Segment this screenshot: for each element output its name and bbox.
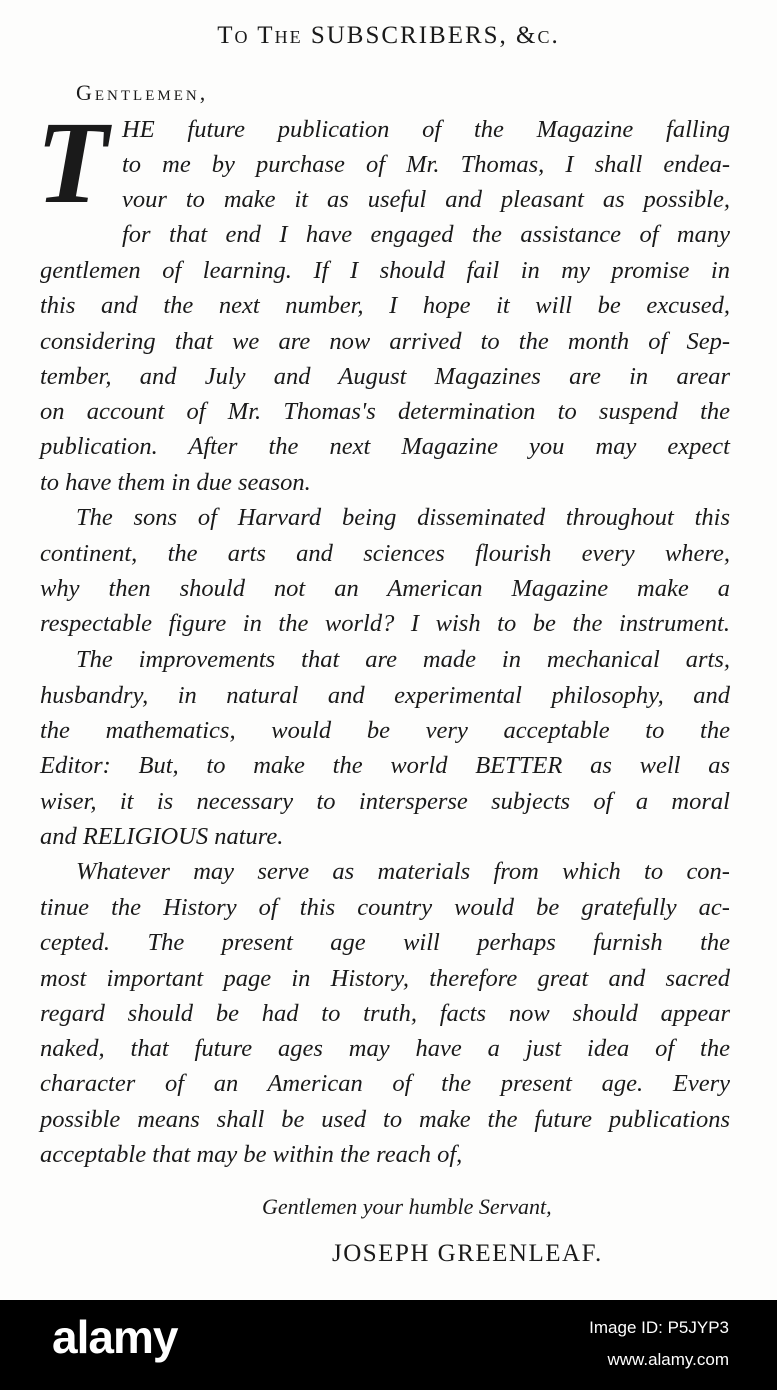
body-line: Editor: But, to make the world BETTER as well as: [40, 752, 730, 779]
body-line: this and the next number, I hope it will be excused,: [40, 292, 731, 319]
page-heading: To The SUBSCRIBERS, &c.: [217, 22, 560, 49]
body-line: continent, the arts and sciences flourish every where,: [40, 540, 731, 567]
body-line: husbandry, in natural and experimental philosophy, and: [40, 682, 730, 709]
body-line: most important page in History, therefore great and sacred: [40, 965, 730, 992]
body-line: possible means shall be used to make the future publications: [40, 1106, 730, 1133]
body-line: character of an American of the present age. Every: [40, 1070, 730, 1097]
body-line: The improvements that are made in mechanical arts,: [76, 646, 730, 673]
body-line: tember, and July and August Magazines are in arear: [40, 363, 730, 390]
body-line: considering that we are now arrived to the month of Sep-: [40, 328, 731, 355]
alamy-logo: alamy: [52, 1311, 178, 1363]
body-line: publication. After the next Magazine you may expect: [40, 433, 730, 460]
drop-cap: T: [36, 97, 109, 228]
body-line: to have them in due season.: [40, 469, 311, 496]
body-line: cepted. The present age will perhaps furnish the: [40, 929, 730, 956]
salutation: Gentlemen,: [76, 80, 209, 105]
body-line: acceptable that may be within the reach of,: [40, 1141, 463, 1168]
body-line: The sons of Harvard being disseminated throughout this: [76, 504, 731, 531]
image-id-label: Image ID: P5JYP3: [589, 1318, 729, 1337]
site-url: www.alamy.com: [607, 1350, 729, 1369]
body-line: naked, that future ages may have a just idea of the: [40, 1035, 730, 1062]
body-line: vour to make it as useful and pleasant as possible,: [122, 186, 730, 213]
body-line: why then should not an American Magazine make a: [40, 575, 730, 602]
body-line: Whatever may serve as materials from which to con-: [76, 858, 730, 885]
body-line: to me by purchase of Mr. Thomas, I shall endea-: [122, 151, 731, 178]
body-line: respectable figure in the world? I wish to be the instrument.: [40, 610, 730, 637]
closing-line: Gentlemen your humble Servant,: [262, 1194, 552, 1219]
body-line: tinue the History of this country would be gratefully ac-: [40, 894, 730, 921]
body-line: on account of Mr. Thomas's determination to suspend the: [40, 398, 731, 425]
body-line: HE future publication of the Magazine falling: [122, 116, 730, 143]
body-line: the mathematics, would be very acceptable to the: [40, 717, 730, 744]
body-line: and RELIGIOUS nature.: [40, 823, 284, 850]
signature: JOSEPH GREENLEAF.: [332, 1240, 603, 1267]
body-line: wiser, it is necessary to intersperse subjects of a moral: [40, 788, 730, 815]
body-line: for that end I have engaged the assistance of many: [122, 221, 730, 248]
body-line: gentlemen of learning. If I should fail in my promise in: [40, 257, 730, 284]
body-line: regard should be had to truth, facts now should appear: [40, 1000, 731, 1027]
